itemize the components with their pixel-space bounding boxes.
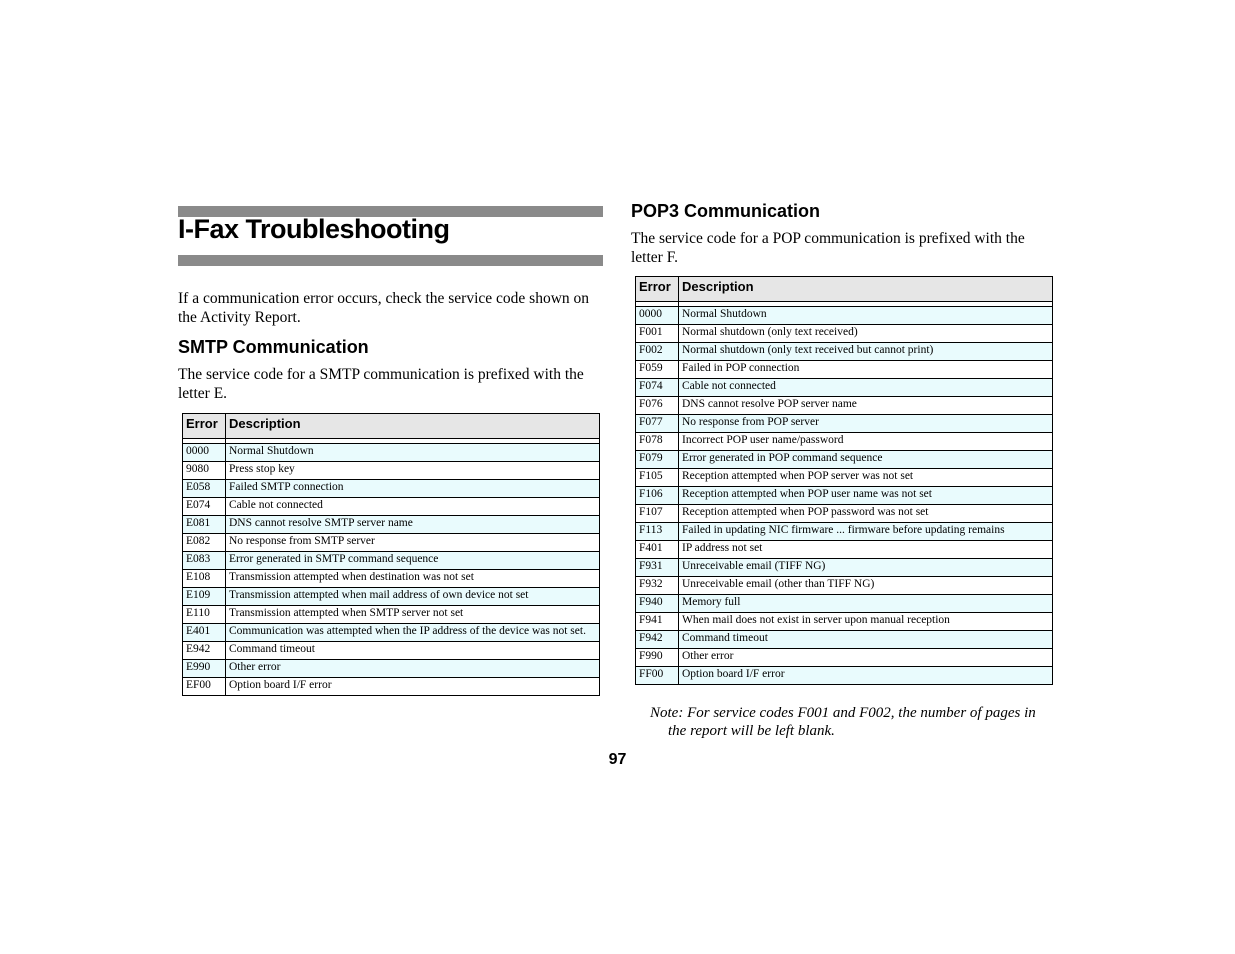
pop3-heading: POP3 Communication — [631, 201, 821, 221]
error-description-cell: Normal Shutdown — [226, 444, 600, 462]
table-row — [183, 624, 600, 642]
error-code-cell: F106 — [636, 487, 679, 505]
column-header-error: Error — [636, 277, 679, 302]
error-code-cell: E074 — [183, 498, 226, 516]
smtp-heading: SMTP Communication — [178, 337, 369, 357]
intro-paragraph: If a communication error occurs, check the service code shown on the Activity Report. — [178, 290, 590, 326]
page-title: I-Fax Troubleshooting — [178, 214, 450, 244]
error-description-cell: Error generated in POP command sequence — [679, 451, 1053, 469]
error-code-cell: F401 — [636, 541, 679, 559]
table-row — [636, 397, 1053, 415]
table-row — [636, 451, 1053, 469]
error-code-cell: F078 — [636, 433, 679, 451]
table-row — [183, 444, 600, 462]
error-description-cell: Communication was attempted when the IP address of the device was not set. — [226, 624, 600, 642]
table-row — [183, 480, 600, 498]
error-description-cell: Cable not connected — [679, 379, 1053, 397]
table-row — [636, 415, 1053, 433]
table-row — [183, 498, 600, 516]
error-description-cell: Reception attempted when POP server was not set — [679, 469, 1053, 487]
error-code-cell: 0000 — [636, 307, 679, 325]
table-row — [636, 667, 1053, 685]
error-description-cell: Cable not connected — [226, 498, 600, 516]
table-row — [636, 523, 1053, 541]
table-row — [636, 577, 1053, 595]
column-header-description: Description — [679, 277, 1053, 302]
error-description-cell: Failed in POP connection — [679, 361, 1053, 379]
table-row — [183, 534, 600, 552]
table-row — [636, 487, 1053, 505]
error-code-cell: FF00 — [636, 667, 679, 685]
table-row — [636, 343, 1053, 361]
error-description-cell: Other error — [679, 649, 1053, 667]
error-code-cell: F105 — [636, 469, 679, 487]
error-description-cell: Transmission attempted when destination was not set — [226, 570, 600, 588]
error-code-cell: F931 — [636, 559, 679, 577]
table-row — [183, 570, 600, 588]
error-code-cell: E083 — [183, 552, 226, 570]
error-code-cell: F113 — [636, 523, 679, 541]
error-code-cell: E110 — [183, 606, 226, 624]
error-description-cell: Option board I/F error — [679, 667, 1053, 685]
error-description-cell: DNS cannot resolve SMTP server name — [226, 516, 600, 534]
table-row — [183, 552, 600, 570]
error-code-cell: E108 — [183, 570, 226, 588]
table-row — [183, 462, 600, 480]
error-description-cell: Incorrect POP user name/password — [679, 433, 1053, 451]
error-description-cell: Option board I/F error — [226, 678, 600, 696]
error-code-cell: E401 — [183, 624, 226, 642]
error-code-cell: F059 — [636, 361, 679, 379]
error-code-cell: F990 — [636, 649, 679, 667]
table-row — [183, 588, 600, 606]
error-description-cell: Failed SMTP connection — [226, 480, 600, 498]
error-code-cell: F076 — [636, 397, 679, 415]
error-description-cell: Unreceivable email (other than TIFF NG) — [679, 577, 1053, 595]
error-code-cell: E990 — [183, 660, 226, 678]
error-code-cell: 0000 — [183, 444, 226, 462]
table-row — [183, 516, 600, 534]
error-description-cell: Command timeout — [226, 642, 600, 660]
table-row — [636, 541, 1053, 559]
error-description-cell: Press stop key — [226, 462, 600, 480]
table-row — [636, 433, 1053, 451]
table-row — [636, 595, 1053, 613]
error-code-cell: F001 — [636, 325, 679, 343]
pop3-description: The service code for a POP communication is prefixed with the letter F. — [631, 230, 1025, 266]
error-code-cell: F077 — [636, 415, 679, 433]
column-header-error: Error — [183, 414, 226, 439]
table-row — [636, 361, 1053, 379]
table-row — [636, 559, 1053, 577]
table-row — [183, 606, 600, 624]
table-row — [636, 307, 1053, 325]
table-row — [636, 505, 1053, 523]
error-code-cell: F074 — [636, 379, 679, 397]
error-description-cell: Reception attempted when POP user name was not set — [679, 487, 1053, 505]
title-bottom-rule — [178, 255, 603, 266]
column-header-description: Description — [226, 414, 600, 439]
error-code-cell: E058 — [183, 480, 226, 498]
table-header-row — [636, 277, 1053, 302]
table-row — [636, 379, 1053, 397]
table-row — [636, 469, 1053, 487]
error-code-cell: E942 — [183, 642, 226, 660]
note-line-1: Note: For service codes F001 and F002, the number of pages in — [650, 705, 1036, 721]
table-header-row — [183, 414, 600, 439]
page-number: 97 — [608, 751, 627, 768]
error-description-cell: Command timeout — [679, 631, 1053, 649]
error-code-cell: F079 — [636, 451, 679, 469]
error-description-cell: No response from SMTP server — [226, 534, 600, 552]
table-row — [636, 325, 1053, 343]
error-description-cell: Normal shutdown (only text received) — [679, 325, 1053, 343]
table-row — [636, 613, 1053, 631]
error-code-cell: E081 — [183, 516, 226, 534]
error-description-cell: Other error — [226, 660, 600, 678]
error-description-cell: Error generated in SMTP command sequence — [226, 552, 600, 570]
table-row — [636, 631, 1053, 649]
error-description-cell: IP address not set — [679, 541, 1053, 559]
error-description-cell: Reception attempted when POP password was not set — [679, 505, 1053, 523]
error-code-cell: E082 — [183, 534, 226, 552]
error-description-cell: Unreceivable email (TIFF NG) — [679, 559, 1053, 577]
error-code-cell: F932 — [636, 577, 679, 595]
smtp-description: The service code for a SMTP communication is prefixed with the letter E. — [178, 366, 584, 402]
error-code-cell: F941 — [636, 613, 679, 631]
error-description-cell: Normal shutdown (only text received but cannot print) — [679, 343, 1053, 361]
table-row — [636, 649, 1053, 667]
error-description-cell: Normal Shutdown — [679, 307, 1053, 325]
error-code-cell: F942 — [636, 631, 679, 649]
error-description-cell: DNS cannot resolve POP server name — [679, 397, 1053, 415]
error-description-cell: Transmission attempted when SMTP server not set — [226, 606, 600, 624]
error-code-cell: F107 — [636, 505, 679, 523]
error-code-cell: 9080 — [183, 462, 226, 480]
error-description-cell: Transmission attempted when mail address of own device not set — [226, 588, 600, 606]
error-description-cell: No response from POP server — [679, 415, 1053, 433]
table-row — [183, 678, 600, 696]
error-description-cell: Memory full — [679, 595, 1053, 613]
error-code-cell: E109 — [183, 588, 226, 606]
table-row — [183, 660, 600, 678]
note-line-2: the report will be left blank. — [668, 723, 835, 739]
error-code-cell: F940 — [636, 595, 679, 613]
error-code-cell: EF00 — [183, 678, 226, 696]
error-description-cell: Failed in updating NIC firmware ... firmware before updating remains — [679, 523, 1053, 541]
pop3-note — [650, 704, 1060, 740]
error-description-cell: When mail does not exist in server upon manual reception — [679, 613, 1053, 631]
pop3-error-table — [635, 276, 1053, 685]
error-code-cell: F002 — [636, 343, 679, 361]
table-row — [183, 642, 600, 660]
smtp-error-table — [182, 413, 600, 696]
